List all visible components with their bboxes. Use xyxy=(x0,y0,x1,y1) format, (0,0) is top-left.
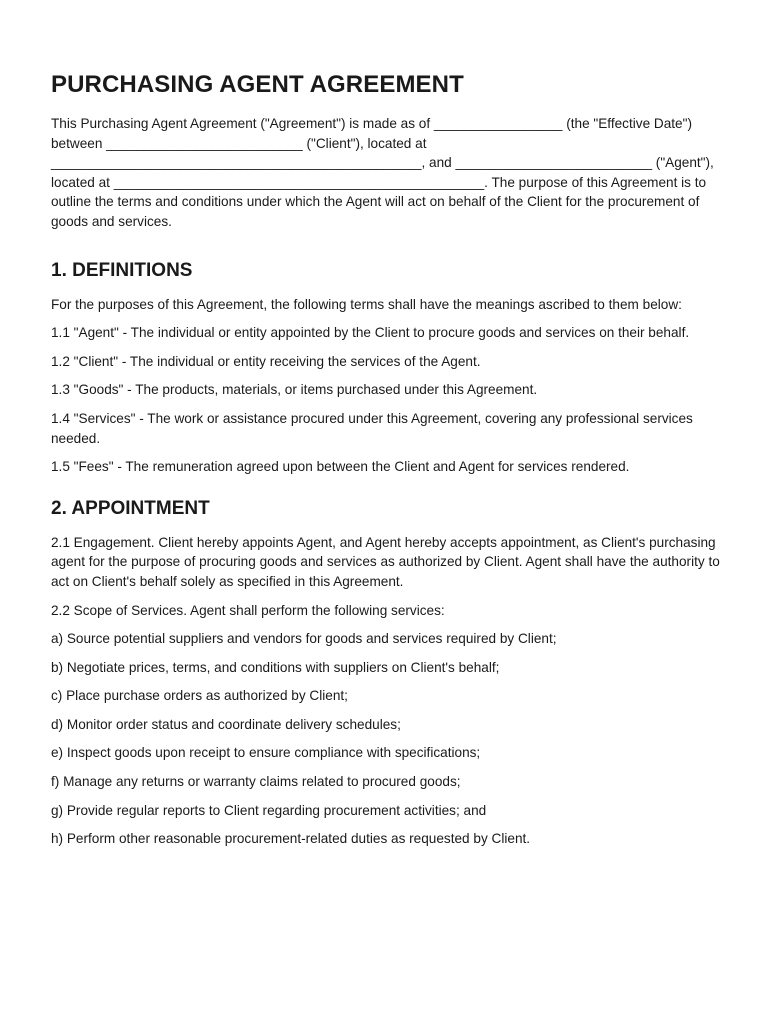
appointment-section xyxy=(51,497,723,849)
scope-clause: 2.2 Scope of Services. Agent shall perform the following services: xyxy=(51,602,445,618)
service-item: d) Monitor order status and coordinate delivery schedules; xyxy=(51,716,401,732)
appointment-heading: 2. APPOINTMENT xyxy=(51,497,210,519)
definitions-section xyxy=(51,259,723,477)
service-item: h) Perform other reasonable procurement-related duties as requested by Client. xyxy=(51,831,531,847)
service-item: c) Place purchase orders as authorized by Client; xyxy=(51,688,348,704)
engagement-clause: 2.1 Engagement. Client hereby appoints Agent, and Agent hereby accepts appointment, as Client's purchasing agent for the purpose of procuring goods and services as authorized by Client. Agent shall have the authority to act on Client's behalf solely as specified in this Agreement. xyxy=(51,534,720,589)
definition-item: 1.3 "Goods" - The products, materials, or items purchased under this Agreement. xyxy=(51,382,538,398)
definitions-heading: 1. DEFINITIONS xyxy=(51,259,193,281)
service-item: g) Provide regular reports to Client regarding procurement activities; and xyxy=(51,802,487,818)
service-item: a) Source potential suppliers and vendors for goods and services required by Client; xyxy=(51,631,557,647)
definition-item: 1.5 "Fees" - The remuneration agreed upon between the Client and Agent for services rendered. xyxy=(51,459,630,475)
intro-paragraph: This Purchasing Agent Agreement ("Agreement") is made as of _________________ (the "Effective Date") between __________________________ ("Client"), located at _________________________________________________, and __________________________ ("Agent"), located at _________________________________________________. The purpose of this Agreement is to outline the terms and conditions under which the Agent will act on behalf of the Client for the procurement of goods and services. xyxy=(51,116,714,229)
definition-item: 1.4 "Services" - The work or assistance procured under this Agreement, covering any professional services needed. xyxy=(51,410,693,446)
document-page xyxy=(51,70,723,858)
service-item: b) Negotiate prices, terms, and conditions with suppliers on Client's behalf; xyxy=(51,659,500,675)
definitions-lead: For the purposes of this Agreement, the following terms shall have the meanings ascribed to them below: xyxy=(51,296,682,312)
definition-item: 1.2 "Client" - The individual or entity receiving the services of the Agent. xyxy=(51,353,481,369)
service-item: e) Inspect goods upon receipt to ensure compliance with specifications; xyxy=(51,745,481,761)
definition-item: 1.1 "Agent" - The individual or entity appointed by the Client to procure goods and services on their behalf. xyxy=(51,325,690,341)
service-item: f) Manage any returns or warranty claims related to procured goods; xyxy=(51,774,461,790)
document-title: PURCHASING AGENT AGREEMENT xyxy=(51,71,464,98)
